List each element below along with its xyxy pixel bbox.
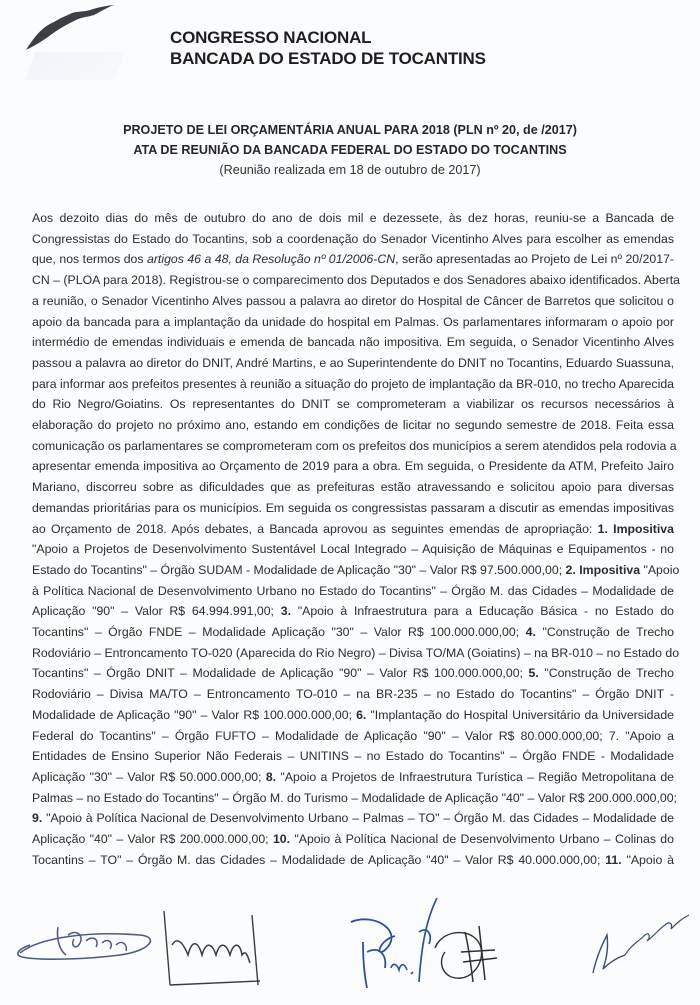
body-text-segment: Congressistas do Estado do Tocantins, sob a coordenação do Senador Vicentinho Alves para escolher as emendas — [32, 231, 674, 246]
body-line — [32, 705, 674, 726]
body-text-segment: para informar aos prefeitos presentes à reunião a situação do projeto de implantação da BR-010, no trecho Aparecida — [32, 376, 674, 391]
body-line — [32, 353, 674, 374]
body-line — [32, 684, 674, 705]
bold-text: 3. — [280, 604, 291, 619]
body-text-segment: do Rio Negro/Goiatins. Os representantes do DNIT se comprometeram a viabilizar os recursos necessários à — [32, 397, 674, 412]
body-text-segment: "Apoio a Projetos de Desenvolvimento Sustentável Local Integrado – Aquisição de Máquinas e Equipamentos - no — [32, 542, 674, 557]
congress-emblem-icon — [22, 4, 117, 54]
body-line — [32, 560, 680, 581]
body-line — [32, 539, 674, 560]
minutes-body — [32, 208, 681, 871]
body-line — [32, 291, 674, 312]
document-title-2: ATA DE REUNIÃO DA BANCADA FEDERAL DO ESTADO DO TOCANTINS — [133, 143, 567, 157]
body-text-segment: Aplicação "90" – Valor R$ 64.994.991,00; — [32, 604, 281, 619]
body-text-segment: Palmas – no Estado do Tocantins" – Órgão M. do Turismo – Modalidade de Aplicação "40" – Valor R$ 200.000.000,00; — [32, 790, 677, 805]
body-text-segment: "Construção de Trecho — [535, 625, 674, 640]
body-text-segment: , serão apresentadas ao Projeto de Lei nº 20/2017- — [395, 252, 675, 267]
body-line — [32, 249, 674, 270]
emblem-shadow — [25, 52, 125, 80]
body-text-segment: "Apoio a Projetos de Infraestrutura Turística – Região Metropolitana de — [276, 769, 674, 784]
body-text-segment: Tocantins" – Órgão FNDE – Modalidade Aplicação "30" – Valor R$ 100.000.000,00; — [32, 625, 526, 640]
body-text-segment: Entidades de Ensino Superior Não Federais – UNITINS – no Estado do Tocantins" – Órgão FNDE - Modalidade — [32, 749, 674, 764]
signature-1 — [10, 905, 160, 975]
body-text-segment: ao Orçamento de 2018. Após debates, a Bancada aprovou as seguintes emendas de apropriação: — [32, 521, 598, 536]
bold-text: 5. — [528, 666, 539, 681]
bold-text: 4. — [525, 625, 536, 640]
body-text-segment: Rodoviário – Divisa MA/TO – Entroncamento TO-010 – na BR-235 – no Estado do Tocantins" – Órgão DNIT - — [32, 687, 674, 702]
signature-3 — [345, 892, 515, 992]
body-line — [32, 456, 674, 477]
body-line — [32, 581, 674, 602]
bold-text: 6. — [356, 707, 367, 722]
body-text-segment: "Apoio à Política Nacional de Desenvolvimento Urbano – Colinas do — [290, 832, 674, 847]
body-text-segment: Federal do Tocantins" – Órgão FUFTO – Modalidade de Aplicação "90" – Valor R$ 80.000.000,00; 7. "Apoio a — [32, 728, 674, 743]
body-line — [32, 622, 674, 643]
bold-text: 1. Impositiva — [597, 521, 674, 536]
org-line-1: CONGRESSO NACIONAL — [170, 28, 372, 47]
body-text-segment: "Implantação do Hospital Universitário da Universidade — [366, 707, 674, 722]
body-text-segment: Aos dezoito dias do mês de outubro do ano de dois mil e dezessete, às dez horas, reuniu-se a Bancada de — [32, 211, 674, 225]
body-line — [32, 850, 674, 871]
body-line — [32, 270, 681, 291]
body-line — [32, 746, 674, 767]
body-text-segment: apoio da bancada para a implantação da unidade do hospital em Palmas. Os parlamentares informaram o apoio por — [32, 314, 674, 329]
body-text-segment: Tocantins – TO" – Órgão M. das Cidades – Modalidade de Aplicação "40" – Valor R$ 40.000.000,00; — [32, 852, 606, 867]
body-text-segment: Modalidade de Aplicação "90" – Valor R$ 100.000.000,00; — [32, 707, 357, 722]
body-text-segment: demandas prioritárias para os municípios. Em seguida os congressistas passaram a discutir as emendas impositivas — [32, 500, 674, 515]
bold-text: 8. — [265, 769, 277, 784]
body-line — [32, 788, 677, 809]
body-line — [32, 415, 674, 436]
body-line — [32, 477, 674, 498]
body-line — [32, 312, 674, 333]
body-line — [32, 663, 674, 684]
body-text-segment: a reunião, o Senador Vicentinho Alves passou a palavra ao diretor do Hospital de Câncer de Barretos que solicitou o — [32, 293, 674, 308]
body-text-segment: Tocantins" – Órgão DNIT – Modalidade de Aplicação "90" – Valor R$ 100.000.000,00; — [32, 666, 529, 681]
body-line — [32, 229, 674, 250]
body-text-segment: "Apoio — [640, 562, 680, 577]
body-text-segment: que, nos termos dos — [32, 252, 147, 267]
org-line-2: BANCADA DO ESTADO DE TOCANTINS — [170, 49, 486, 68]
body-line — [32, 394, 674, 415]
body-line — [32, 498, 674, 519]
document-title: PROJETO DE LEI ORÇAMENTÁRIA ANUAL PARA 2018 (PLN nº 20, de /2017) — [123, 123, 577, 137]
signature-2 — [150, 905, 270, 995]
body-line — [32, 643, 680, 664]
body-text-segment: passou a palavra ao diretor do DNIT, André Martins, e ao Superintendente do DNIT no Tocantins, Eduardo Suassuna, — [32, 355, 674, 370]
signature-4 — [585, 905, 695, 985]
body-text-segment: comunicação os parlamentares se comprometeram com os prefeitos dos municípios a serem atendidos pela rodovia a — [32, 438, 677, 453]
body-line — [32, 208, 674, 229]
document-subtitle: (Reunião realizada em 18 de outubro de 2017) — [219, 163, 481, 177]
bold-text: 2. Impositiva — [565, 562, 641, 577]
document-titles — [0, 120, 700, 180]
body-line — [32, 374, 674, 395]
body-text-segment: CN – (PLOA para 2018). Registrou-se o comparecimento dos Deputados e dos Senadores abaixo identificados. Aberta — [32, 273, 681, 288]
body-line — [32, 726, 674, 747]
body-text-segment: Mariano, discorreu sobre as dificuldades que as prefeituras estão atravessando e solicitou apoio para diversas — [32, 480, 674, 495]
body-text-segment: Aplicação "30" – Valor R$ 50.000.000,00; — [32, 769, 266, 784]
body-line — [32, 767, 674, 788]
body-text-segment: "Apoio à — [621, 852, 674, 867]
italic-text: artigos 46 a 48, da Resolução nº 01/2006-CN — [146, 252, 396, 267]
body-line — [32, 436, 677, 457]
body-line — [32, 808, 674, 829]
body-text-segment: Estado do Tocantins" – Órgão SUDAM - Modalidade de Aplicação "30" – Valor R$ 97.500.000,00; — [32, 562, 566, 577]
bold-text: 11. — [605, 852, 622, 867]
body-line — [32, 829, 674, 850]
body-line — [32, 519, 674, 540]
body-text-segment: Rodoviário – Entroncamento TO-020 (Aparecida do Rio Negro) – Divisa TO/MA (Goiatins) – na BR-010 – no Estado do — [32, 645, 680, 660]
body-text-segment: "Construção de Trecho — [538, 666, 674, 681]
bold-text: 10. — [272, 832, 291, 847]
body-text-segment: intermédio de emendas individuais e emenda de bancada não impositiva. Em seguida, o Senador Vicentinho Alves — [32, 335, 674, 350]
bold-text: 9. — [32, 811, 43, 826]
body-text-segment: "Apoio à Política Nacional de Desenvolvimento Urbano – Palmas – TO" – Órgão M. das Cidades – Modalidade de — [42, 811, 674, 826]
body-text-segment: apresentar emenda impositiva ao Orçamento de 2019 para a obra. Em seguida, o Presidente da ATM, Prefeito Jairo — [32, 459, 674, 474]
body-text-segment: "Apoio à Infraestrutura para a Educação Básica - no Estado do — [291, 604, 674, 619]
organization-header — [170, 27, 486, 69]
body-text-segment: elaboração do projeto no próximo ano, estando em condições de licitar no segundo semestre de 2018. Feita essa — [32, 418, 674, 433]
body-text-segment: Aplicação "40" – Valor R$ 200.000.000,00; — [32, 832, 273, 847]
body-text-segment: à Política Nacional de Desenvolvimento Urbano no Estado do Tocantins" – Órgão M. das Cidades – Modalidade de — [32, 583, 674, 598]
body-line — [32, 332, 674, 353]
body-line — [32, 601, 674, 622]
